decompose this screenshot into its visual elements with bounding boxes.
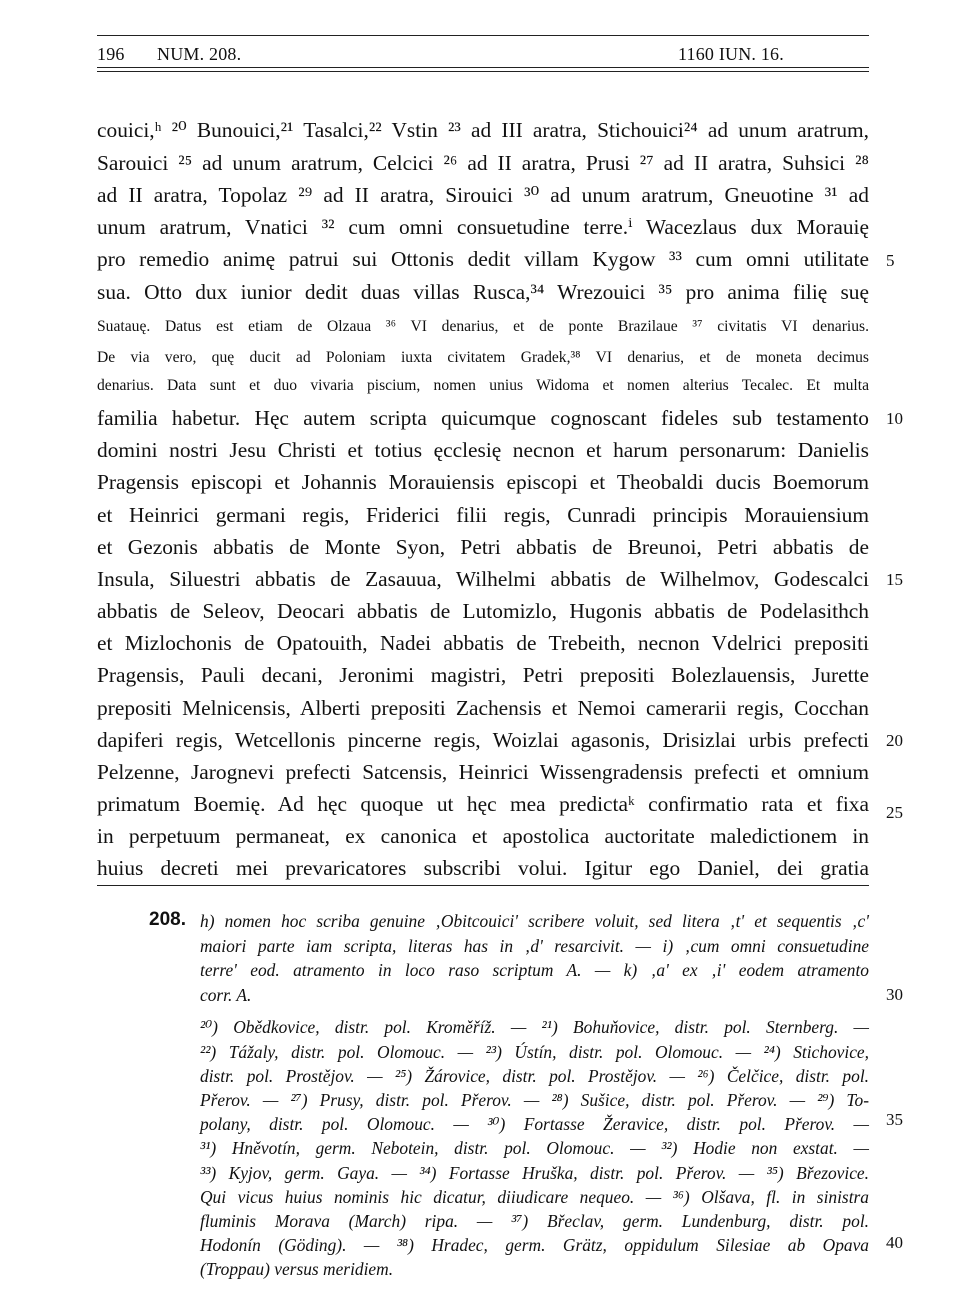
document-date: 1160 IUN. 16.: [678, 44, 784, 64]
top-rule: [97, 35, 869, 36]
text-line: et Heinrici germani regis, Friderici filii regis, Cunradi principis Morauiensium: [97, 503, 869, 527]
header-rule: [97, 67, 869, 68]
apparatus-line: h) nomen hoc scriba genuine ‚Obitcouici' scribere voluit, sed litera ‚t' et sequentis ‚c': [200, 911, 869, 931]
text-line: prepositi Melnicensis, Alberti prepositi Zachensis et Nemoi camerarii regis, Cocchan: [97, 696, 869, 720]
place-note-line: polany, distr. pol. Olomouc. — ³⁰) Fortasse Žeravice, distr. pol. Přerov. —: [200, 1114, 869, 1134]
text-line: sua. Otto dux iunior dedit duas villas Rusca,³⁴ Wrezouici ³⁵ pro anima filię suę: [97, 280, 869, 304]
text-line: Insula, Siluestri abbatis de Zasauua, Wilhelmi abbatis de Wilhelmov, Godescalci: [97, 567, 869, 591]
place-note-line: Qui vicus huius nominis hic dicatur, diiudicare nequeo. — ³⁶) Olšava, fl. in sinistra: [200, 1187, 869, 1207]
line-number: 15: [886, 570, 903, 589]
place-note-line: (Troppau) versus meridiem.: [200, 1259, 394, 1279]
line-number: 30: [886, 985, 903, 1004]
text-line: Pelzenne, Jarognevi prefecti Satcensis, Heinrici Wissengradensis prefecti et omnium: [97, 760, 869, 784]
text-line: huius decreti mei prevaricatores subscribi volui. Igitur ego Daniel, dei gratia: [97, 856, 869, 880]
line-number: 25: [886, 803, 903, 822]
line-number: 10: [886, 409, 903, 428]
note-document-number: 208.: [149, 909, 186, 930]
line-number: 5: [886, 251, 895, 270]
apparatus-line: maiori parte iam scripta, literas has in ‚d' resarcivit. — i) ‚cum omni consuetudine: [200, 936, 869, 956]
page-number: 196: [97, 44, 125, 64]
place-note-line: distr. pol. Prostějov. — ²⁵) Žárovice, distr. pol. Prostějov. — ²⁶) Čelčice, distr. pol.: [200, 1066, 869, 1086]
text-line: Pragensis episcopi et Johannis Morauiensis episcopi et Theobaldi ducis Boemorum: [97, 470, 869, 494]
text-line: denarius. Data sunt et duo vivaria piscium, nomen unius Widoma et nomen alterius Tecalec. Et multa: [97, 377, 869, 394]
place-note-line: ²²) Tážaly, distr. pol. Olomouc. — ²³) Ústín, distr. pol. Olomouc. — ²⁴) Stichovice,: [200, 1042, 869, 1062]
text-line: in perpetuum permaneat, ex canonica et apostolica auctoritate maledictionem in: [97, 824, 869, 848]
place-note-line: ³¹) Hněvotín, germ. Nebotein, distr. pol. Olomouc. — ³²) Hodie non exstat. —: [200, 1138, 869, 1158]
line-number: 20: [886, 731, 903, 750]
place-note-line: Hodonín (Göding). — ³⁸) Hradec, germ. Grätz, oppidulum Silesiae ab Opava: [200, 1235, 869, 1255]
apparatus-line: terre' eod. atramento in loco raso scriptum A. — k) ‚a' ex ‚i' eodem atramento: [200, 960, 869, 980]
line-number: 35: [886, 1110, 903, 1129]
running-header: [97, 40, 869, 66]
header-rule-double: [97, 71, 869, 72]
text-line: De via vero, quę ducit ad Poloniam iuxta civitatem Gradek,³⁸ VI denarius, et de moneta decimus: [97, 349, 869, 366]
place-note-line: Přerov. — ²⁷) Prusy, distr. pol. Přerov. — ²⁸) Sušice, distr. pol. Přerov. — ²⁹) To-: [200, 1090, 869, 1110]
text-line: et Mizlochonis de Opatouith, Nadei abbatis de Trebeith, necnon Vdelrici prepositi: [97, 631, 869, 655]
text-line: couici,ʰ ²⁰ Bunouici,²¹ Tasalci,²² Vstin ²³ ad III aratra, Stichouici²⁴ ad unum aratrum,: [97, 118, 869, 142]
apparatus-line: corr. A.: [200, 985, 252, 1005]
footnote-rule: [97, 885, 869, 886]
place-note-line: ²⁰) Obědkovice, distr. pol. Kroměříž. — ²¹) Bohuňovice, distr. pol. Sternberg. —: [200, 1017, 869, 1037]
text-line: Suatauę. Datus est etiam de Olzaua ³⁶ VI denarius, et de ponte Brazilaue ³⁷ civitatis VI denarius.: [97, 318, 869, 335]
text-line: ad II aratra, Topolaz ²⁹ ad II aratra, Sirouici ³⁰ ad unum aratrum, Gneuotine ³¹ ad: [97, 183, 869, 207]
text-line: et Gezonis abbatis de Monte Syon, Petri abbatis de Breunoi, Petri abbatis de: [97, 535, 869, 559]
text-line: abbatis de Seleov, Deocari abbatis de Lutomizlo, Hugonis abbatis de Podelasithch: [97, 599, 869, 623]
text-line: dapiferi regis, Wetcellonis pincerne regis, Woizlai agasonis, Drisizlai urbis prefecti: [97, 728, 869, 752]
place-note-line: ³³) Kyjov, germ. Gaya. — ³⁴) Fortasse Hruška, distr. pol. Přerov. — ³⁵) Březovice.: [200, 1163, 869, 1183]
text-line: Sarouici ²⁵ ad unum aratrum, Celcici ²⁶ ad II aratra, Prusi ²⁷ ad II aratra, Suhsici ²⁸: [97, 151, 869, 175]
place-note-line: fluminis Morava (March) ripa. — ³⁷) Břeclav, germ. Lundenburg, distr. pol.: [200, 1211, 869, 1231]
text-line: domini nostri Jesu Christi et totius ęcclesię necnon et harum personarum: Danielis: [97, 438, 869, 462]
text-line: pro remedio animę patrui sui Ottonis dedit villam Kygow ³³ cum omni utilitate: [97, 247, 869, 271]
line-number: 40: [886, 1233, 903, 1252]
text-line: unum aratrum, Vnatici ³² cum omni consuetudine terre.ⁱ Wacezlaus dux Morauię: [97, 215, 869, 239]
text-line: Pragensis, Pauli decani, Jeronimi magistri, Petri prepositi Bolezlauensis, Jurette: [97, 663, 869, 687]
document-number: NUM. 208.: [157, 44, 242, 64]
text-line: primatum Boemię. Ad hęc quoque ut hęc mea predictaᵏ confirmatio rata et fixa: [97, 792, 869, 816]
text-line: familia habetur. Hęc autem scripta quicumque cognoscant fideles sub testamento: [97, 406, 869, 430]
